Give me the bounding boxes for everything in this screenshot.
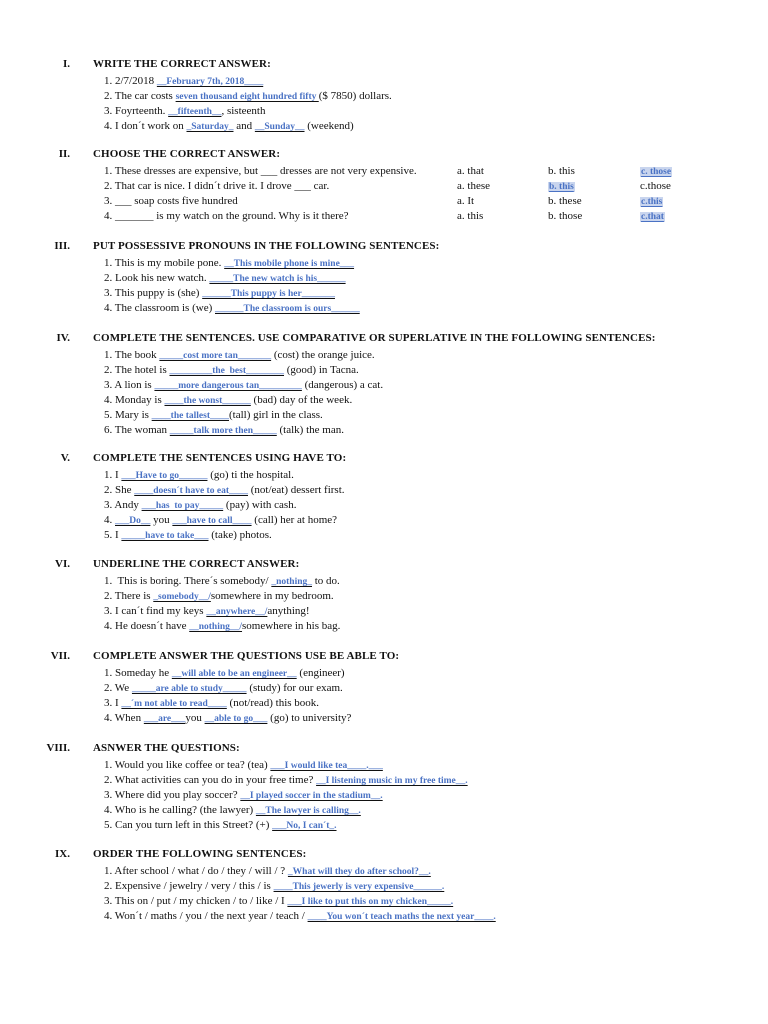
answer-text: ___Have to go______ xyxy=(121,471,208,481)
item-line xyxy=(0,363,768,378)
section-number: VIII. xyxy=(46,742,70,754)
answer-text: __fifteenth__ xyxy=(168,107,222,117)
section-number: III. xyxy=(54,240,70,252)
section-number: IX. xyxy=(55,848,70,860)
item-line xyxy=(0,773,768,788)
choice-option xyxy=(640,164,672,180)
choice-text: a. this xyxy=(457,210,484,222)
answer-text: ___I would like tea____.___ xyxy=(270,761,383,771)
section-title: ASNWER THE QUESTIONS: xyxy=(93,742,240,754)
answer-text: ___I like to put this on my chicken_____. xyxy=(287,897,454,907)
item-line xyxy=(0,301,768,316)
item-line xyxy=(0,164,768,179)
question-text: 4. Who is he calling? (the lawyer) xyxy=(104,804,256,816)
choice-text: a. that xyxy=(457,165,484,177)
item-line xyxy=(0,818,768,833)
item-line xyxy=(0,864,768,879)
item-line xyxy=(0,666,768,681)
answer-text: __able to go___ xyxy=(204,714,268,724)
item-line xyxy=(0,589,768,604)
item-line xyxy=(0,408,768,423)
item-line xyxy=(0,393,768,408)
question-text: 2. The car costs xyxy=(104,90,176,102)
answer-text: ___are___ xyxy=(143,714,186,724)
answer-text: __The lawyer is calling__. xyxy=(255,806,361,816)
section xyxy=(0,58,768,134)
answer-text: _____have to take___ xyxy=(121,531,209,541)
question-text: 2. The hotel is xyxy=(104,364,170,376)
item-line xyxy=(0,803,768,818)
item-line xyxy=(0,909,768,924)
item-line xyxy=(0,788,768,803)
answer-text: _nothing_ xyxy=(271,577,312,587)
choice-text: a. It xyxy=(457,195,475,207)
question-text: 5. Mary is xyxy=(104,409,152,421)
item-line xyxy=(0,604,768,619)
item-line xyxy=(0,271,768,286)
question-text: 2. She xyxy=(104,484,135,496)
question-text: somewhere in my bedroom. xyxy=(210,590,334,602)
item-line xyxy=(0,209,768,224)
question-text: 6. The woman xyxy=(104,424,170,436)
section-number: VI. xyxy=(55,558,70,570)
question-text: 1. This is boring. There´s somebody/ xyxy=(104,575,272,587)
question-text: 4. I don´t work on xyxy=(104,120,187,132)
question-text: (good) in Tacna. xyxy=(284,364,359,376)
item-list xyxy=(0,574,768,634)
item-line xyxy=(0,256,768,271)
answer-text: __Sunday__ xyxy=(254,122,305,132)
question-text: somewhere in his bag. xyxy=(242,620,341,632)
answer-text: _____more dangerous tan_________ xyxy=(154,381,302,391)
answer-text: ______The classroom is ours______ xyxy=(215,304,360,314)
question-text: 2. We xyxy=(104,682,132,694)
choice-text: b. this xyxy=(548,165,575,177)
answer-text: ___No, I can´t_. xyxy=(272,821,337,831)
item-line xyxy=(0,681,768,696)
question-text: 4. When xyxy=(104,712,144,724)
answer-text: __anywhere__/ xyxy=(206,607,268,617)
item-line xyxy=(0,179,768,194)
item-list xyxy=(0,758,768,833)
question-text: anything! xyxy=(267,605,310,617)
item-line xyxy=(0,711,768,726)
section xyxy=(0,332,768,438)
item-list xyxy=(0,164,768,224)
choice-option xyxy=(457,179,490,194)
question-text: (not/eat) dessert first. xyxy=(247,484,345,496)
item-line xyxy=(0,513,768,528)
question-text: 3. I can´t find my keys xyxy=(104,605,207,617)
question-text: , sisteenth xyxy=(221,105,266,117)
question-text: 4. Won´t / maths / you / the next year / teach / xyxy=(104,910,308,922)
question-text: 1. I xyxy=(104,469,122,481)
question-text: 4. xyxy=(104,514,115,526)
item-list xyxy=(0,666,768,726)
answer-text: _____are able to study_____ xyxy=(131,684,247,694)
choice-option xyxy=(640,194,663,210)
choice-text: b. those xyxy=(548,210,583,222)
section-heading xyxy=(0,148,768,162)
section-heading xyxy=(0,332,768,346)
answer-text: ___have to call____ xyxy=(172,516,252,526)
question-text: you xyxy=(150,514,173,526)
answer-text: _____The new watch is his______ xyxy=(209,274,346,284)
answer-text: __nothing__/ xyxy=(189,622,243,632)
section xyxy=(0,240,768,316)
item-line xyxy=(0,619,768,634)
question-text: (pay) with cash. xyxy=(223,499,297,511)
question-text: (cost) the orange juice. xyxy=(271,349,375,361)
item-line xyxy=(0,528,768,543)
question-text: (talk) the man. xyxy=(276,424,344,436)
choice-option xyxy=(457,209,483,224)
answer-text: _What will they do after school?__. xyxy=(287,867,431,877)
question-text: 4. Monday is xyxy=(104,394,165,406)
item-line xyxy=(0,89,768,104)
answer-text: ____the wonst______ xyxy=(164,396,251,406)
question-text: 2. That car is nice. I didn´t drive it. I drove ___ car. xyxy=(104,180,330,192)
section-title: CHOOSE THE CORRECT ANSWER: xyxy=(93,148,281,160)
item-line xyxy=(0,574,768,589)
question-text: 5. I xyxy=(104,529,122,541)
choice-option xyxy=(640,179,671,194)
question-text: 4. He doesn´t have xyxy=(104,620,190,632)
question-text: 3. Foyrteenth. xyxy=(104,105,169,117)
section-heading xyxy=(0,742,768,756)
answer-text: __I played soccer in the stadium__. xyxy=(240,791,383,801)
section xyxy=(0,148,768,224)
question-text: you xyxy=(185,712,205,724)
answer-text: ____You won´t teach maths the next year____. xyxy=(307,912,496,922)
section xyxy=(0,650,768,726)
answer-text: __This mobile phone is mine___ xyxy=(224,259,355,269)
item-line xyxy=(0,483,768,498)
selected-choice: c. those xyxy=(641,167,672,177)
item-list xyxy=(0,468,768,543)
item-list xyxy=(0,348,768,438)
choice-option xyxy=(548,179,575,195)
answer-text: __´m not able to read____ xyxy=(121,699,227,709)
answer-text: seven thousand eight hundred fifty xyxy=(175,92,319,102)
question-text: ($ 7850) dollars. xyxy=(318,90,392,102)
section-number: VII. xyxy=(50,650,70,662)
question-text: 1. Someday he xyxy=(104,667,172,679)
item-line xyxy=(0,286,768,301)
section-title: COMPLETE THE SENTENCES. USE COMPARATIVE OR SUPERLATIVE IN THE FOLLOWING SENTENCES: xyxy=(93,332,656,344)
answer-text: ____the tallest____ xyxy=(151,411,229,421)
question-text: (bad) day of the week. xyxy=(250,394,353,406)
choice-text: c.those xyxy=(640,180,671,192)
question-text: to do. xyxy=(312,575,340,587)
section-title: COMPLETE ANSWER THE QUESTIONS USE BE ABLE TO: xyxy=(93,650,400,662)
item-line xyxy=(0,468,768,483)
answer-text: ___Do__ xyxy=(115,516,151,526)
item-line xyxy=(0,194,768,209)
choice-option xyxy=(548,164,575,179)
question-text: 3. I xyxy=(104,697,122,709)
question-text: (dangerous) a cat. xyxy=(301,379,384,391)
answer-text: __will able to be an engineer__ xyxy=(171,669,297,679)
question-text: 3. A lion is xyxy=(104,379,155,391)
item-list xyxy=(0,256,768,316)
section-title: UNDERLINE THE CORRECT ANSWER: xyxy=(93,558,300,570)
question-text: 1. After school / what / do / they / will / ? xyxy=(104,865,288,877)
choice-text: a. these xyxy=(457,180,490,192)
section-heading xyxy=(0,848,768,862)
section-title: WRITE THE CORRECT ANSWER: xyxy=(93,58,271,70)
question-text: 3. Andy xyxy=(104,499,142,511)
question-text: (take) photos. xyxy=(208,529,272,541)
answer-text: ____doesn´t have to eat____ xyxy=(134,486,248,496)
question-text: (weekend) xyxy=(304,120,354,132)
question-text: 3. ___ soap costs five hundred xyxy=(104,195,238,207)
section xyxy=(0,848,768,924)
answer-text: ____This jewerly is very expensive______. xyxy=(273,882,445,892)
section xyxy=(0,742,768,833)
answer-text: __I listening music in my free time__. xyxy=(316,776,468,786)
question-text: (tall) girl in the class. xyxy=(228,409,323,421)
answer-text: _Saturday_ xyxy=(186,122,234,132)
section-number: I. xyxy=(62,58,70,70)
item-line xyxy=(0,423,768,438)
section-number: IV. xyxy=(56,332,70,344)
question-text: 3. This on / put / my chicken / to / like / I xyxy=(104,895,288,907)
item-list xyxy=(0,864,768,924)
item-line xyxy=(0,758,768,773)
question-text: (study) for our exam. xyxy=(246,682,343,694)
question-text: (engineer) xyxy=(296,667,345,679)
section xyxy=(0,452,768,543)
question-text: 1. The book xyxy=(104,349,160,361)
choice-option xyxy=(640,209,665,225)
item-line xyxy=(0,894,768,909)
answer-text: _________the best________ xyxy=(169,366,285,376)
section-heading xyxy=(0,650,768,664)
question-text: 5. Can you turn left in this Street? (+) xyxy=(104,819,273,831)
item-line xyxy=(0,348,768,363)
item-line xyxy=(0,378,768,393)
item-line xyxy=(0,74,768,89)
question-text: 2. There is xyxy=(104,590,154,602)
question-text: (go) to university? xyxy=(267,712,352,724)
selected-choice: c.this xyxy=(641,197,663,207)
item-line xyxy=(0,119,768,134)
section-title: COMPLETE THE SENTENCES USING HAVE TO: xyxy=(93,452,347,464)
answer-text: _somebody__/ xyxy=(153,592,211,602)
item-line xyxy=(0,879,768,894)
choice-option xyxy=(548,194,582,209)
item-line xyxy=(0,498,768,513)
question-text: and xyxy=(233,120,255,132)
item-line xyxy=(0,104,768,119)
question-text: 4. The classroom is (we) xyxy=(104,302,215,314)
section-heading xyxy=(0,240,768,254)
answer-text: __February 7th, 2018____ xyxy=(156,77,264,87)
question-text: (go) ti the hospital. xyxy=(207,469,294,481)
question-text: 2. What activities can you do in your free time? xyxy=(104,774,317,786)
question-text: 4. _______ is my watch on the ground. Why is it there? xyxy=(104,210,349,222)
section xyxy=(0,558,768,634)
section-heading xyxy=(0,452,768,466)
question-text: 1. These dresses are expensive, but ___ dresses are not very expensive. xyxy=(104,165,417,177)
selected-choice: b. this xyxy=(549,182,574,192)
question-text: 3. This puppy is (she) xyxy=(104,287,203,299)
answer-text: ___has to pay_____ xyxy=(141,501,224,511)
question-text: 1. This is my mobile pone. xyxy=(104,257,225,269)
section-heading xyxy=(0,58,768,72)
section-number: V. xyxy=(60,452,70,464)
question-text: 1. Would you like coffee or tea? (tea) xyxy=(104,759,271,771)
question-text: 1. 2/7/2018 xyxy=(104,75,157,87)
section-number: II. xyxy=(58,148,70,160)
question-text: 2. Look his new watch. xyxy=(104,272,210,284)
question-text: 2. Expensive / jewelry / very / this / is xyxy=(104,880,274,892)
choice-option xyxy=(457,164,484,179)
choice-option xyxy=(548,209,582,224)
section-heading xyxy=(0,558,768,572)
answer-text: _____talk more then_____ xyxy=(169,426,277,436)
choice-text: b. these xyxy=(548,195,582,207)
choice-option xyxy=(457,194,474,209)
answer-text: ______This puppy is her_______ xyxy=(202,289,335,299)
item-list xyxy=(0,74,768,134)
selected-choice: c.that xyxy=(641,212,664,222)
section-title: PUT POSSESSIVE PRONOUNS IN THE FOLLOWING SENTENCES: xyxy=(93,240,440,252)
item-line xyxy=(0,696,768,711)
question-text: (not/read) this book. xyxy=(226,697,320,709)
question-text: (call) her at home? xyxy=(251,514,338,526)
answer-text: _____cost more tan_______ xyxy=(159,351,272,361)
section-title: ORDER THE FOLLOWING SENTENCES: xyxy=(93,848,307,860)
question-text: 3. Where did you play soccer? xyxy=(104,789,241,801)
